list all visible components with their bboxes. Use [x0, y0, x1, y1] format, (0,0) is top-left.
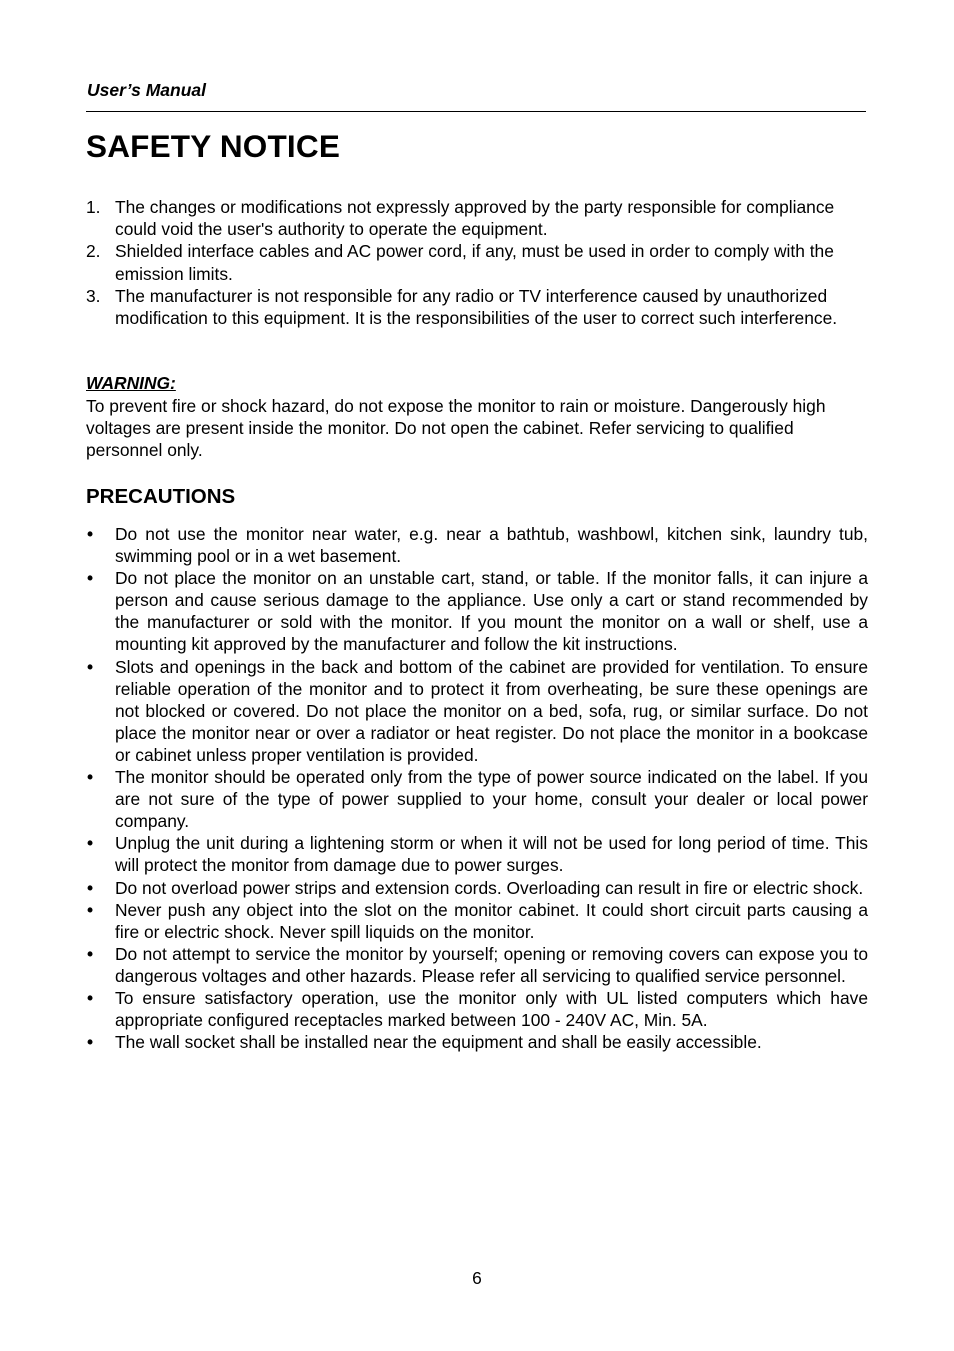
bullet-icon: •: [87, 943, 94, 964]
precaution-item: [86, 1031, 868, 1053]
bullet-icon: •: [87, 899, 94, 920]
precaution-item: [86, 877, 868, 899]
precautions-heading: PRECAUTIONS: [86, 485, 236, 508]
warning-label: WARNING:: [86, 373, 176, 393]
notice-number: 2.: [86, 241, 101, 262]
notice-item: [86, 196, 868, 240]
notice-number: 1.: [86, 197, 101, 217]
precaution-text: Do not place the monitor on an unstable cart, stand, or table. If the monitor falls, it can injure a person and cause serious damage to the appliance. Use only a cart or stand recommended by the manufacturer or sold with the monitor. If you mount the monitor on a wall or shelf, use a mounting kit approved by the manufacturer and follow the kit instructions.: [115, 568, 868, 655]
bullet-icon: •: [87, 833, 94, 854]
bullet-icon: •: [87, 877, 94, 898]
notice-list: [86, 196, 868, 329]
bullet-icon: •: [87, 656, 94, 677]
running-header: User’s Manual: [87, 80, 206, 100]
bullet-icon: •: [87, 524, 94, 544]
bullet-icon: •: [87, 987, 94, 1008]
precaution-text: The wall socket shall be installed near the equipment and shall be easily accessible.: [115, 1032, 762, 1053]
notice-item: [86, 285, 868, 329]
precaution-text: Do not overload power strips and extension cords. Overloading can result in fire or electric shock.: [115, 877, 864, 898]
precaution-text: To ensure satisfactory operation, use the monitor only with UL listed computers which have appropriate configured receptacles marked between 100 - 240V AC, Min. 5A.: [115, 987, 868, 1031]
header-divider: [86, 111, 866, 112]
notice-text: The changes or modifications not expressly approved by the party responsible for compliance could void the user's authority to operate the equipment.: [115, 197, 835, 240]
precaution-item: [86, 766, 868, 832]
precaution-item: [86, 987, 868, 1031]
notice-text: Shielded interface cables and AC power cord, if any, must be used in order to comply with the emission limits.: [115, 241, 834, 284]
bullet-icon: •: [87, 568, 94, 589]
precaution-item: [86, 899, 868, 943]
notice-text: The manufacturer is not responsible for any radio or TV interference caused by unauthorized modification to this equipment. It is the responsibilities of the user to correct such interference.: [115, 285, 838, 329]
notice-number: 3.: [86, 285, 101, 306]
precaution-text: Never push any object into the slot on the monitor cabinet. It could short circuit parts causing a fire or electric shock. Never spill liquids on the monitor.: [115, 899, 868, 942]
precaution-text: The monitor should be operated only from the type of power source indicated on the label. If you are not sure of the type of power supplied to your home, consult your dealer or local power company.: [115, 767, 868, 832]
bullet-icon: •: [87, 1032, 94, 1053]
page-title: SAFETY NOTICE: [86, 128, 341, 164]
precaution-text: Unplug the unit during a lightening storm or when it will not be used for long period of time. This will protect the monitor from damage due to power surges.: [115, 833, 868, 876]
bullet-icon: •: [87, 767, 94, 788]
page-number: 6: [472, 1268, 482, 1288]
precaution-item: [86, 523, 868, 567]
precaution-item: [86, 832, 868, 876]
precaution-text: Slots and openings in the back and bottom of the cabinet are provided for ventilation. To ensure reliable operation of the monitor and to protect it from overheating, be sure these openings are not blocked or covered. Do not place the monitor on a bed, sofa, rug, or similar surface. Do not place the monitor near or over a radiator or heat register. Do not place the monitor in a bookcase or cabinet unless proper ventilation is provided.: [115, 656, 868, 765]
notice-item: [86, 240, 868, 284]
precaution-text: Do not use the monitor near water, e.g. near a bathtub, washbowl, kitchen sink, laundry tub, swimming pool or in a wet basement.: [115, 524, 868, 567]
precaution-item: [86, 567, 868, 655]
warning-text: To prevent fire or shock hazard, do not expose the monitor to rain or moisture. Dangerously high voltages are present inside the monitor. Do not open the cabinet. Refer servicing to qualified personnel only.: [86, 396, 826, 461]
precaution-text: Do not attempt to service the monitor by yourself; opening or removing covers can expose you to dangerous voltages and other hazards. Please refer all servicing to qualified service personnel.: [115, 943, 868, 986]
precaution-item: [86, 943, 868, 987]
precaution-item: [86, 656, 868, 766]
precautions-list: [86, 523, 868, 1053]
